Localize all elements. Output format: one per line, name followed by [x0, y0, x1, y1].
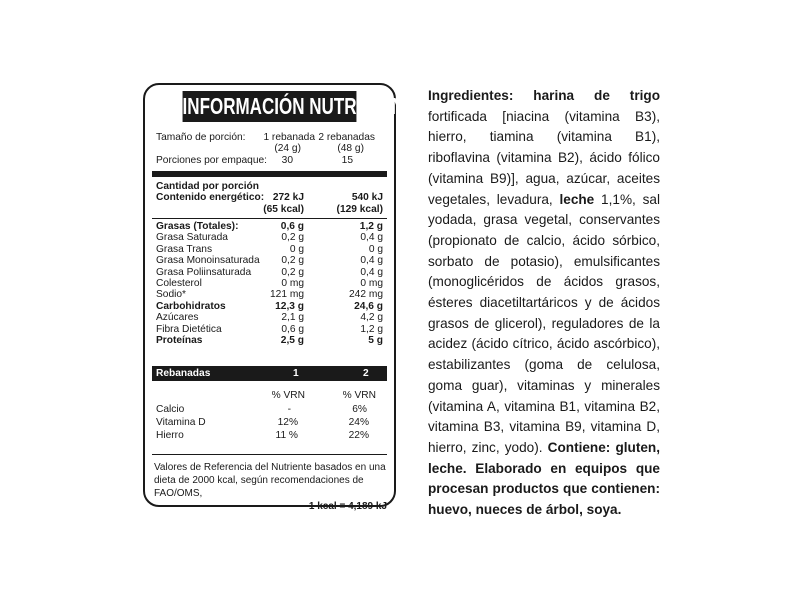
nutrition-facts-label	[143, 83, 427, 512]
nutrient-value-1: 0 g	[289, 243, 304, 255]
nutrient-value-2: 242 mg	[349, 289, 383, 301]
nutrient-row	[152, 255, 387, 266]
ingredient-highlight-wheat: harina de trigo	[533, 88, 661, 103]
nutrient-value-2: 5 g	[368, 334, 383, 346]
per-pack-col2: 15	[341, 154, 353, 166]
nutrient-name: Grasa Poliinsaturada	[156, 266, 252, 278]
mineral-row	[152, 417, 387, 430]
slices-col2: 2	[363, 368, 369, 379]
nutrient-row	[152, 221, 387, 232]
ingredients-part2: 1,1%, sal yodada, grasa vegetal, conservantes (propionato de calcio, ácido sórbico, sorbato de potasio), emulsificantes (monoglicéridos de ácidos grasos, ésteres diacetiltartáricos y de ácidos grasos de glicerol), reguladores de la acidez (ácido cítrico, ácido ascórbico), estabilizantes (goma de celulosa, goma guar), vitaminas y minerales (vitamina A, vitamina B1, vitamina B2, vitamina B3, vitamina B9, vitamina D, hierro, zinc, yodo).	[428, 191, 660, 455]
nutrient-rows	[152, 221, 387, 346]
nutrient-value-2: 1,2 g	[359, 221, 383, 232]
per-pack-label: Porciones por empaque:	[156, 154, 267, 166]
nutrient-value-1: 2,5 g	[280, 334, 304, 346]
nutrient-value-2: 0,4 g	[360, 232, 383, 244]
label-title: INFORMACIÓN NUTRICIONAL	[183, 91, 357, 122]
mineral-row	[152, 430, 387, 443]
nutrient-value-1: 0,2 g	[281, 232, 304, 244]
divider-thick	[152, 171, 387, 177]
nutrient-row	[152, 267, 387, 278]
slices-label: Rebanadas	[156, 368, 211, 379]
nutrient-value-2: 24,6 g	[354, 300, 383, 312]
footer-note	[154, 461, 387, 513]
serving-col1-line2: (24 g)	[274, 143, 301, 155]
nutrient-value-1: 2,1 g	[281, 312, 304, 324]
energy-kcal-row	[152, 204, 387, 215]
nutrient-name: Grasa Saturada	[156, 232, 228, 244]
mineral-name: Hierro	[156, 430, 184, 441]
amount-per-serving	[152, 181, 387, 192]
energy-col1-kcal: (65 kcal)	[263, 203, 304, 215]
nutrient-name: Proteínas	[156, 334, 203, 346]
nutrient-value-1: 0 mg	[281, 277, 304, 289]
vrn-section	[152, 390, 387, 443]
vrn-col2-header: % VRN	[342, 390, 376, 401]
serving-section	[152, 132, 387, 166]
serving-col2-line2: (48 g)	[337, 143, 364, 155]
nutrient-row	[152, 335, 387, 346]
mineral-name: Vitamina D	[156, 417, 206, 428]
nutrient-name: Grasas (Totales):	[156, 221, 239, 232]
nutrient-name: Grasa Monoinsaturada	[156, 255, 260, 267]
serving-col1-line1: 1 rebanada	[263, 132, 315, 143]
nutrient-value-1: 121 mg	[270, 289, 304, 301]
nutrient-value-1: 0,6 g	[281, 323, 304, 335]
serving-size-label: Tamaño de porción:	[156, 132, 246, 143]
nutrient-row	[152, 232, 387, 243]
mineral-value-1: 11 %	[275, 430, 298, 441]
nutrient-row	[152, 244, 387, 255]
nutrient-value-2: 0,4 g	[360, 255, 383, 267]
amount-per-serving-text: Cantidad por porción	[156, 181, 260, 192]
ingredients-text	[428, 86, 660, 521]
nutrient-value-2: 1,2 g	[360, 323, 383, 335]
energy-col2-kcal: (129 kcal)	[336, 203, 383, 215]
serving-weight-row	[152, 143, 387, 154]
mineral-value-1: -	[287, 404, 291, 415]
nutrient-row	[152, 278, 387, 289]
ingredient-highlight-milk: leche	[559, 191, 595, 207]
nutrient-name: Fibra Dietética	[156, 323, 222, 335]
nutrient-value-1: 12,3 g	[275, 300, 304, 312]
nutrient-name: Sodio*	[156, 289, 187, 301]
divider-thin	[152, 218, 387, 219]
vrn-note: Valores de Referencia del Nutriente basados en una dieta de 2000 kcal, según recomendaciones de FAO/OMS,	[154, 462, 386, 499]
mineral-row	[152, 404, 387, 417]
nutrient-row	[152, 301, 387, 312]
nutrient-value-2: 0 g	[368, 243, 383, 255]
nutrient-value-2: 0 mg	[360, 277, 383, 289]
serving-col2-line1: 2 rebanadas	[318, 132, 375, 143]
nutrient-row	[152, 324, 387, 335]
mineral-name: Calcio	[156, 404, 185, 415]
nutrient-name: Grasa Trans	[156, 243, 213, 255]
nutrient-value-1: 0,6 g	[280, 221, 304, 232]
mineral-value-1: 12%	[277, 417, 298, 428]
nutrient-value-2: 4,2 g	[360, 312, 383, 324]
energy-row	[152, 192, 387, 203]
mineral-value-2: 6%	[352, 404, 367, 415]
energy-col1-kj: 272 kJ	[272, 192, 304, 204]
allergen-statement: Contiene: gluten, leche. Elaborado en equipos que procesan productos que contienen: huevo, nueces de árbol, soya.	[428, 439, 660, 518]
nutrients-section	[152, 181, 387, 215]
nutrient-value-2: 0,4 g	[360, 266, 383, 278]
vrn-col1-header: % VRN	[271, 390, 305, 401]
nutrient-name: Azúcares	[156, 312, 199, 324]
ingredients-part1: fortificada [niacina (vitamina B3), hierro, tiamina (vitamina B1), riboflavina (vitamina B2), ácido fólico (vitamina B9)], agua, azúcar, aceites vegetales, levadura,	[428, 108, 660, 207]
mineral-value-2: 24%	[348, 417, 369, 428]
slices-bar	[152, 366, 387, 381]
energy-col2-kj: 540 kJ	[351, 192, 383, 204]
serving-size-row	[152, 132, 387, 143]
vrn-header-row	[152, 390, 387, 404]
slices-col1: 1	[293, 368, 299, 379]
nutrient-name: Carbohidratos	[156, 300, 226, 312]
nutrient-value-1: 0,2 g	[281, 266, 304, 278]
nutrient-row	[152, 312, 387, 323]
divider-thin-footer	[152, 454, 387, 455]
per-pack-col1: 30	[281, 154, 293, 166]
mineral-value-2: 22%	[348, 430, 369, 441]
energy-label: Contenido energético:	[156, 192, 265, 204]
nutrient-value-1: 0,2 g	[281, 255, 304, 267]
nutrient-name: Colesterol	[156, 277, 202, 289]
nutrient-row	[152, 289, 387, 300]
ingredients-heading: Ingredientes:	[428, 88, 514, 103]
kcal-conversion: 1 kcal = 4,189 kJ	[308, 501, 387, 512]
servings-per-pack-row	[152, 155, 387, 166]
